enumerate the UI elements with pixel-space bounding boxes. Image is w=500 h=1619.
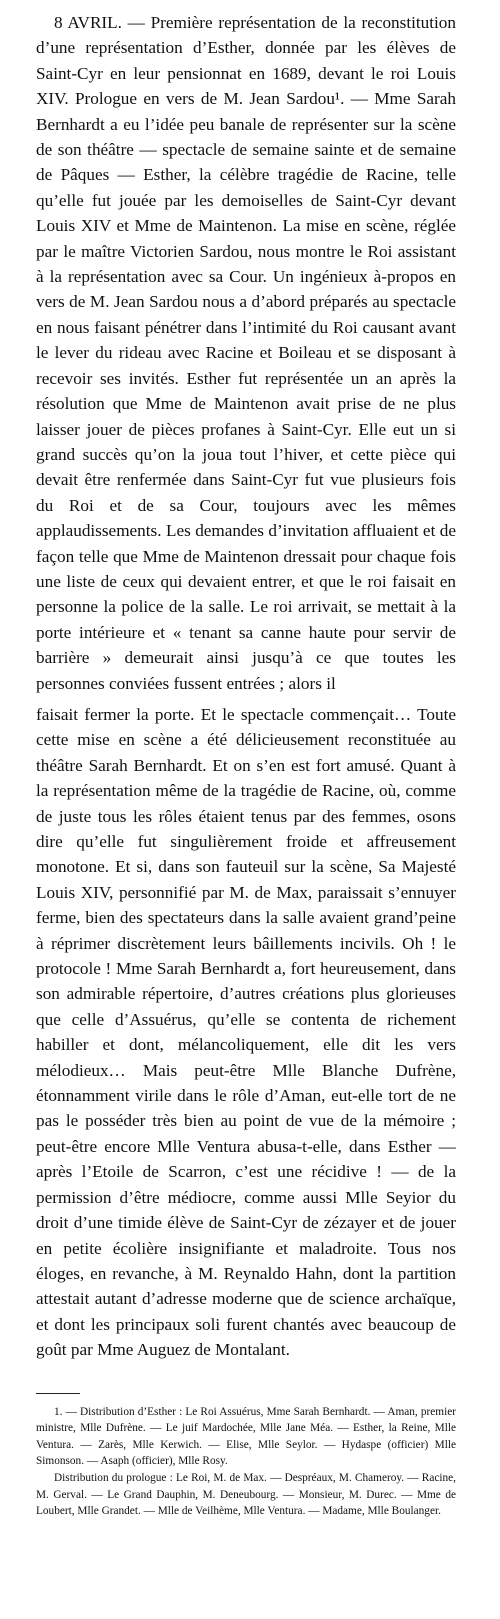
footnotes <box>36 1404 456 1520</box>
footnote: 1. — Distribution d’Esther : Le Roi Assuérus, Mme Sarah Bernhardt. — Aman, premier ministre, Mlle Dufrène. — Le juif Mardochée, Mlle Jane Méa. — Esther, la Reine, Mlle Ventura. — Zarès, Mlle Kerwich. — Elise, Mlle Seylor. — Hydaspe (officier) Mlle Simonson. — Asaph (officier), Mlle Rosy. <box>36 1405 456 1468</box>
article-body <box>36 10 456 1363</box>
article-paragraph: faisait fermer la porte. Et le spectacle commençait… Toute cette mise en scène a été délicieusement reconstituée au théâtre Sarah Bernhardt. Et on s’en est fort amusé. Quant à la représentation même de la tragédie de Racine, où, comme de juste tous les rôles étaient tenus par des femmes, osons dire qu’elle fut singulièrement froide et affreusement monotone. Et si, dans son fauteuil sur la scène, Sa Majesté Louis XIV, personnifié par M. de Max, paraissait s’ennuyer ferme, bien des spectateurs dans la salle avaient grand’peine à réprimer discrètement leurs bâillements incivils. Oh ! le protocole ! Mme Sarah Bernhardt a, fort heureusement, dans son admirable répertoire, d’autres créations plus glorieuses que celle d’Assuérus, qu’elle se contenta de richement habiller et dont, mélancoliquement, elle dit les vers mélodieux… Mais peut-être Mlle Blanche Dufrène, étonnamment virile dans le rôle d’Aman, eut-elle tort de ne pas le posséder très bien au point de vue de la mémoire ; peut-être encore Mlle Ventura abusa-t-elle, dans Esther — après l’Etoile de Scarron, c’est une récidive ! — de la permission d’être médiocre, comme aussi Mlle Seyior du droit d’une timide élève de Saint-Cyr de zézayer et de jouer en petite écolière insignifiante et maladroite. Tous nos éloges, en revanche, à M. Reynaldo Hahn, dont la partition attestait autant d’adresse moderne que de science archaïque, et dont les principaux soli furent chantés avec beaucoup de goût par Mme Auguez de Montalant. <box>36 704 456 1360</box>
article-paragraph: 8 AVRIL. — Première représentation de la reconstitution d’une représentation d’Esther, donnée par les élèves de Saint-Cyr en leur pensionnat en 1689, devant le roi Louis XIV. Prologue en vers de M. Jean Sardou¹. — Mme Sarah Bernhardt a eu l’idée peu banale de représenter sur la scène de son théâtre — spectacle de semaine sainte et de semaine de Pâques — Esther, la célèbre tragédie de Racine, telle qu’elle fut jouée par les demoiselles de Saint-Cyr devant Louis XIV et Mme de Maintenon. La mise en scène, réglée par le maître Victorien Sardou, nous montre le Roi assistant à la représentation avec sa Cour. Un ingénieux à-propos en vers de M. Jean Sardou nous a d’abord préparés au spectacle en nous faisant pénétrer dans l’intimité du Roi causant avant le lever du rideau avec Racine et Boileau et se disposant à recevoir ses invités. Esther fut représentée un an après la résolution que Mme de Maintenon avait prise de ne plus laisser jouer de pièces profanes à Saint-Cyr. Elle eut un si grand succès qu’on la joua tout l’hiver, et cette pièce qui devait être renfermée dans Saint-Cyr fut vue plusieurs fois du Roi et de sa Cour, toujours avec les mêmes applaudissements. Les demandes d’invitation affluaient et de façon telle que Mme de Maintenon dressait pour chaque fois une liste de ceux qui devaient entrer, et que le roi faisait en personne la police de la salle. Le roi arrivait, se mettait à la porte intérieure et « tenant sa canne haute pour servir de barrière » demeurait ainsi jusqu’à ce que toutes les personnes conviées fussent entrées ; alors il <box>36 13 456 693</box>
document-page <box>36 10 456 1520</box>
footnote: Distribution du prologue : Le Roi, M. de Max. — Despréaux, M. Chameroy. — Racine, M. Gerval. — Le Grand Dauphin, M. Deneubourg. — Monsieur, M. Durec. — Mme de Loubert, Mlle Grandet. — Mlle de Veilhème, Mlle Ventura. — Madame, Mlle Boulanger. <box>36 1471 456 1518</box>
footnote-separator <box>36 1393 80 1394</box>
